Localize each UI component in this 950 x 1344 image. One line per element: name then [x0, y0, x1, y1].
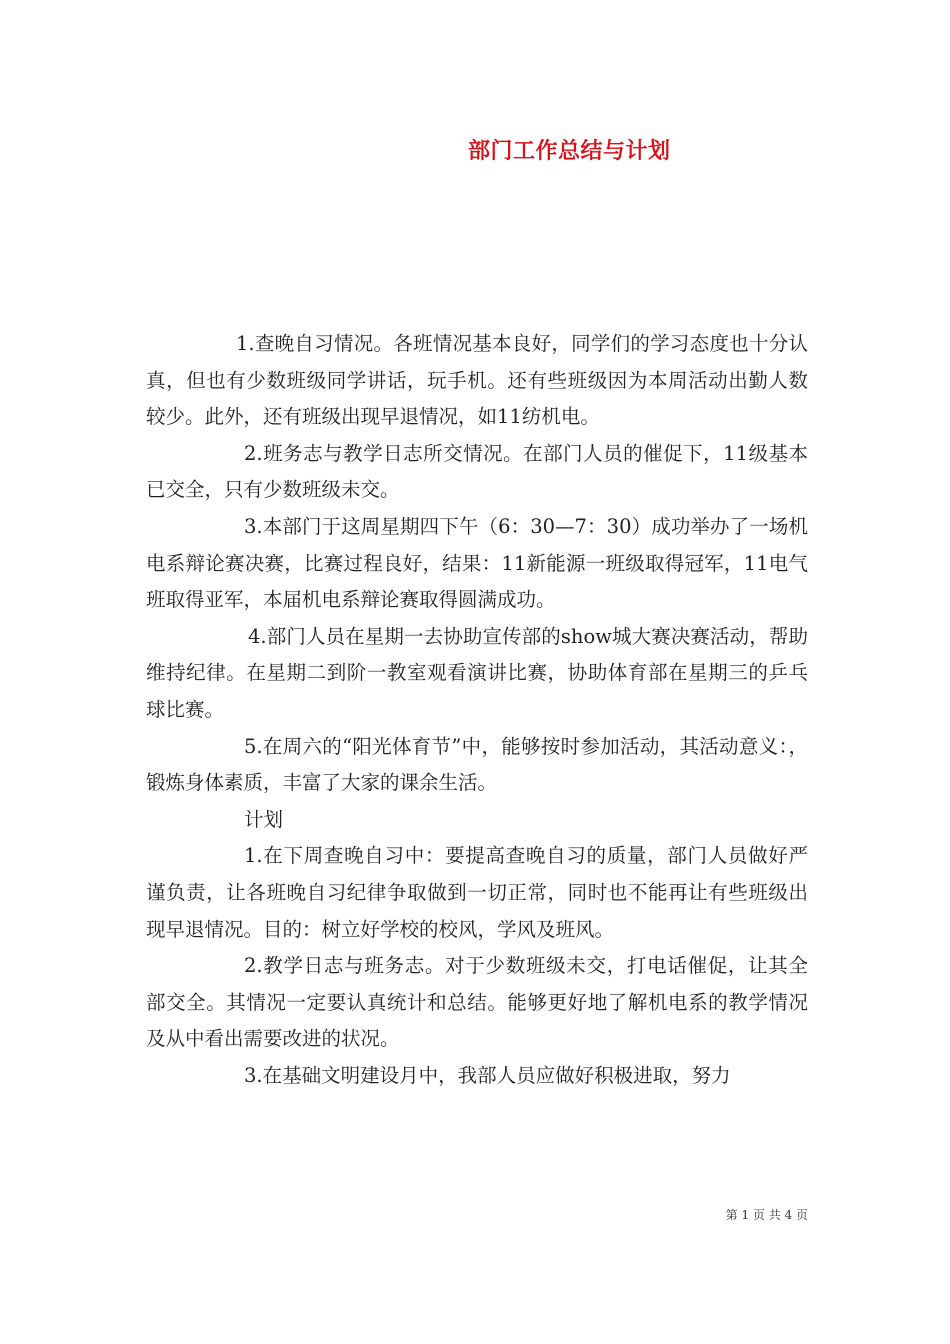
paragraph-plan-2: 2.教学日志与班务志。对于少数班级未交，打电话催促，让其全部交全。其情况一定要认真统计和总结。能够更好地了解机电系的教学情况及从中看出需要改进的状况。 [146, 954, 808, 1051]
paragraph-summary-4: 4.部门人员在星期一去协助宣传部的show城大赛决赛活动，帮助维持纪律。在星期二到阶一教室观看演讲比赛，协助体育部在星期三的乒乓球比赛。 [146, 624, 808, 721]
paragraph-summary-1: 1.查晚自习情况。各班情况基本良好，同学们的学习态度也十分认真，但也有少数班级同学讲话，玩手机。还有些班级因为本周活动出勤人数较少。此外，还有班级出现早退情况，如11纺机电。 [146, 332, 808, 429]
document-title: 部门工作总结与计划 [468, 138, 671, 164]
paragraph-plan-1: 1.在下周查晚自习中：要提高查晚自习的质量，部门人员做好严谨负责，让各班晚自习纪律争取做到一切正常，同时也不能再让有些班级出现早退情况。目的：树立好学校的校风，学风及班风。 [146, 844, 808, 941]
paragraph-plan-3: 3.在基础文明建设月中，我部人员应做好积极进取，努力 [244, 1063, 731, 1087]
page-number-footer: 第 1 页 共 4 页 [725, 1208, 808, 1222]
paragraph-summary-2: 2.班务志与教学日志所交情况。在部门人员的催促下，11级基本已交全，只有少数班级未交。 [146, 441, 808, 502]
paragraph-summary-5: 5.在周六的“阳光体育节”中，能够按时参加活动，其活动意义：，锻炼身体素质，丰富了大家的课余生活。 [146, 734, 808, 795]
document-body [146, 326, 808, 1094]
section-heading-plan: 计划 [244, 807, 284, 831]
paragraph-summary-3: 3.本部门于这周星期四下午（6：30—7：30）成功举办了一场机电系辩论赛决赛，比赛过程良好，结果：11新能源一班级取得冠军，11电气班取得亚军，本届机电系辩论赛取得圆满成功。 [146, 514, 808, 612]
